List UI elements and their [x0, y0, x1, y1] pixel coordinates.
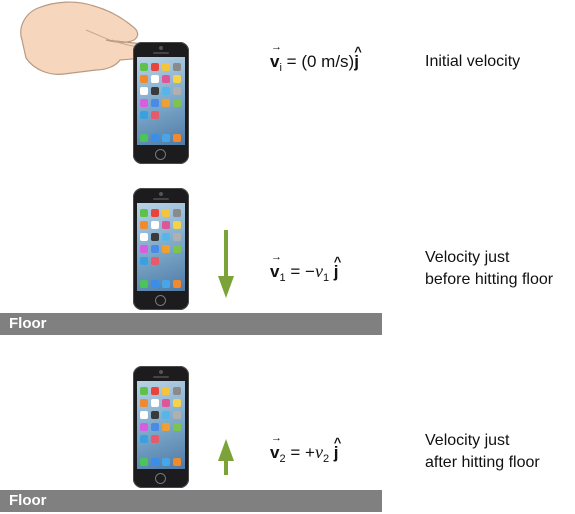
speaker-slot	[153, 52, 169, 54]
camera-dot	[159, 192, 163, 196]
camera-dot	[159, 370, 163, 374]
unit-vector-j: ^ j	[354, 52, 359, 72]
smartphone-icon	[133, 366, 189, 488]
subscript: 1	[322, 272, 330, 284]
home-button	[155, 473, 166, 484]
subscript: 2	[322, 453, 330, 465]
floor-label: Floor	[9, 492, 47, 509]
speaker-slot	[153, 376, 169, 378]
equation-initial	[270, 52, 359, 74]
floor-label: Floor	[9, 315, 47, 332]
equals-sign: =	[286, 52, 297, 71]
description-line: Velocity just	[425, 432, 510, 449]
equation-before	[270, 261, 339, 284]
speaker-slot	[153, 198, 169, 200]
equation-after	[270, 442, 339, 465]
floor-bar	[0, 490, 382, 512]
arrow-up-icon	[216, 439, 236, 475]
description-initial	[425, 51, 520, 73]
velocity-vector-symbol: → v	[270, 52, 279, 72]
description-line: before hitting floor	[425, 271, 554, 288]
description-line: Velocity just	[425, 249, 510, 266]
subscript: 2	[279, 453, 286, 465]
home-button	[155, 149, 166, 160]
unit-vector-j: ^ j	[334, 443, 339, 463]
equals-sign: =	[290, 443, 301, 462]
equation-value: (0 m/s)	[301, 52, 355, 71]
subscript: 1	[279, 272, 286, 284]
speed-variable: v	[314, 261, 323, 281]
subscript: i	[279, 62, 282, 74]
home-button	[155, 295, 166, 306]
camera-dot	[159, 46, 163, 50]
unit-vector-j: ^ j	[334, 262, 339, 282]
smartphone-icon	[133, 42, 189, 164]
smartphone-icon	[133, 188, 189, 310]
equals-sign: =	[290, 262, 301, 281]
arrow-down-icon	[216, 230, 236, 300]
sign: −	[305, 262, 315, 281]
phone-screen	[137, 381, 185, 469]
description-line: after hitting floor	[425, 454, 540, 471]
floor-bar	[0, 313, 382, 335]
velocity-vector-symbol: → v	[270, 443, 279, 463]
velocity-vector-symbol: → v	[270, 262, 279, 282]
description-line: Initial velocity	[425, 53, 521, 70]
description-after	[425, 430, 540, 474]
phone-screen	[137, 57, 185, 145]
description-before	[425, 247, 553, 291]
speed-variable: v	[314, 442, 323, 462]
sign: +	[305, 443, 315, 462]
phone-screen	[137, 203, 185, 291]
